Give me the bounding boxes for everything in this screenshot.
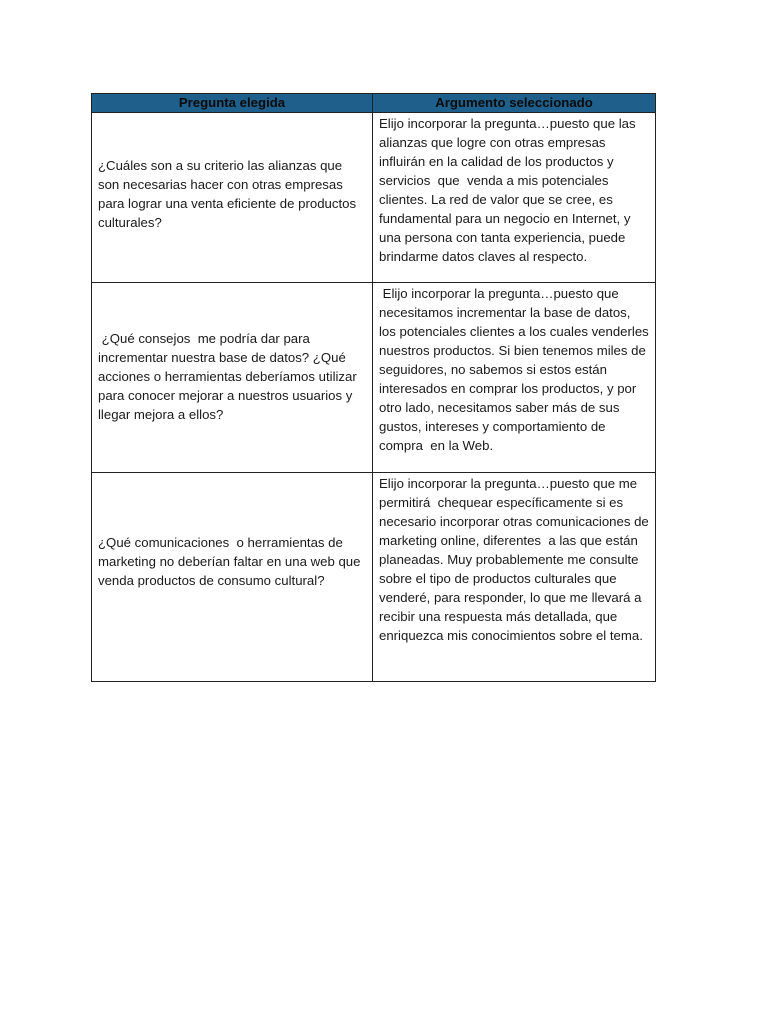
question-text: ¿Qué consejos me podría dar para incrementar nuestra base de datos? ¿Qué acciones o herramientas deberíamos utilizar para conocer mejorar a nuestros usuarios y llegar mejora a ellos?	[98, 330, 361, 422]
table-row	[92, 283, 656, 473]
header-argument-column: Argumento seleccionado	[373, 94, 656, 113]
question-cell	[92, 283, 373, 473]
argument-cell	[373, 113, 656, 283]
table-body	[92, 113, 656, 682]
question-text: ¿Qué comunicaciones o herramientas de marketing no deberían faltar en una web que venda productos de consumo cultural?	[98, 535, 365, 588]
header-row	[92, 94, 656, 113]
questions-table	[91, 93, 656, 682]
question-cell	[92, 113, 373, 283]
table-row	[92, 473, 656, 682]
argument-cell	[373, 283, 656, 473]
table-row	[92, 113, 656, 283]
argument-text: Elijo incorporar la pregunta…puesto que necesitamos incrementar la base de datos, los potenciales clientes a los cuales venderles nuestros productos. Si bien tenemos miles de seguidores, no sabemos si estos están interesados en comprar los productos, y por otro lado, necesitamos saber más de sus gustos, intereses y comportamiento de compra en la Web.	[379, 286, 653, 453]
header-question-column: Pregunta elegida	[92, 94, 373, 113]
question-cell	[92, 473, 373, 682]
argument-text: Elijo incorporar la pregunta…puesto que me permitirá chequear específicamente si es necesario incorporar otras comunicaciones de marketing online, diferentes a las que están planeadas. Muy probablemente me consulte sobre el tipo de productos culturales que venderé, para responder, lo que me llevará a recibir una respuesta más detallada, que enriquezca mis conocimientos sobre el tema.	[379, 476, 653, 643]
table-header	[92, 94, 656, 113]
question-text: ¿Cuáles son a su criterio las alianzas que son necesarias hacer con otras empresas para lograr una venta eficiente de productos culturales?	[98, 158, 360, 230]
argument-text: Elijo incorporar la pregunta…puesto que las alianzas que logre con otras empresas influirán en la calidad de los productos y servicios que venda a mis potenciales clientes. La red de valor que se cree, es fundamental para un negocio en Internet, y una persona con tanta experiencia, puede brindarme datos claves al respecto.	[379, 116, 640, 264]
argument-cell	[373, 473, 656, 682]
